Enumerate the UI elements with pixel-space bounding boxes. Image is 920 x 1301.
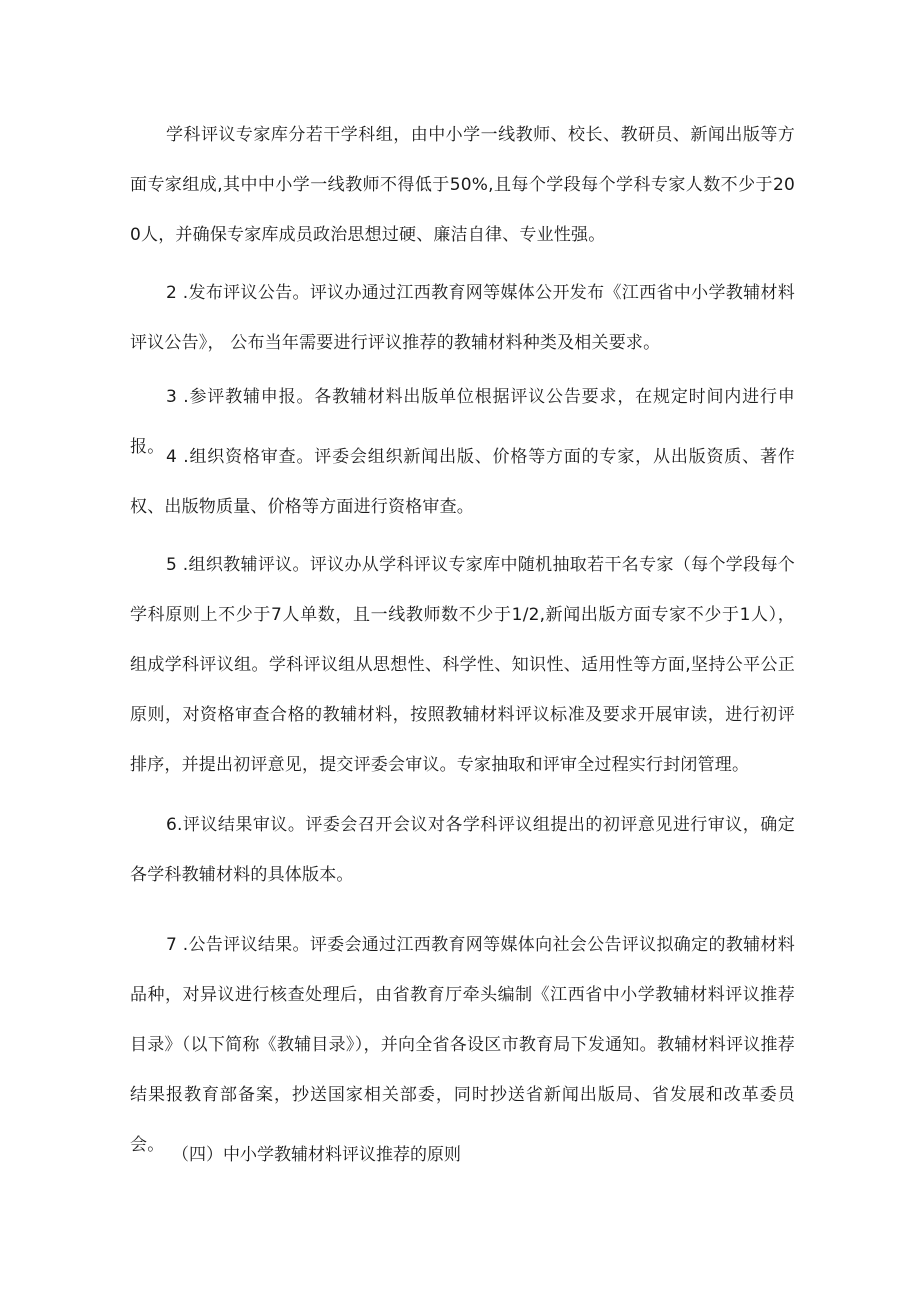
paragraph-step-5: 5 .组织教辅评议。评议办从学科评议专家库中随机抽取若干名专家（每个学段每个学科原则上不少于7人单数，且一线教师数不少于1/2,新闻出版方面专家不少于1人），组成学科评议组。学科评议组从思想性、科学性、知识性、适用性等方面,坚持公平公正原则，对资格审查合格的教辅材料，按照教辅材料评议标准及要求开展审读，进行初评排序，并提出初评意见，提交评委会审议。专家抽取和评审全过程实行封闭管理。	[130, 555, 795, 775]
paragraph-step-3: 3 .参评教辅申报。各教辅材料出版单位根据评议公告要求，在规定时间内进行申报。	[130, 387, 795, 457]
paragraph-step-7: 7 .公告评议结果。评委会通过江西教育网等媒体向社会公告评议拟确定的教辅材料品种，对异议进行核查处理后，由省教育厅牵头编制《江西省中小学教辅材料评议推荐目录》（以下简称《教辅目录》），并向全省各设区市教育局下发通知。教辅材料评议推荐结果报教育部备案，抄送国家相关部委，同时抄送省新闻出版局、省发展和改革委员会。	[130, 935, 795, 1155]
section-heading: （四）中小学教辅材料评议推荐的原则	[172, 1145, 461, 1165]
paragraph-expert-pool: 学科评议专家库分若干学科组，由中小学一线教师、校长、教研员、新闻出版等方面专家组成,其中中小学一线教师不得低于50%,且每个学段每个学科专家人数不少于200人，并确保专家库成员政治思想过硬、廉洁自律、专业性强。	[130, 125, 795, 245]
paragraph-step-2: 2 .发布评议公告。评议办通过江西教育网等媒体公开发布《江西省中小学教辅材料评议公告》， 公布当年需要进行评议推荐的教辅材料种类及相关要求。	[130, 283, 795, 353]
paragraph-step-4: 4 .组织资格审查。评委会组织新闻出版、价格等方面的专家，从出版资质、著作权、出版物质量、价格等方面进行资格审查。	[130, 447, 795, 517]
paragraph-step-6: 6.评议结果审议。评委会召开会议对各学科评议组提出的初评意见进行审议，确定各学科教辅材料的具体版本。	[130, 815, 795, 885]
